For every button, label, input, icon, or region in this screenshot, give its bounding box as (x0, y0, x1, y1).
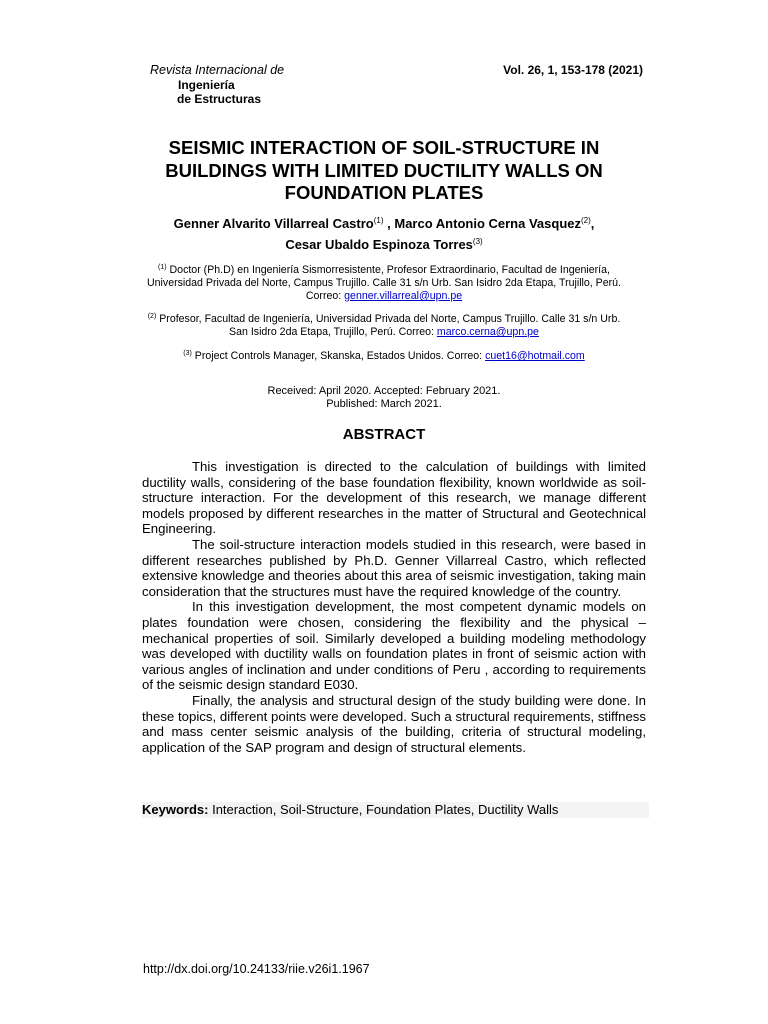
affiliation-text: Profesor, Facultad de Ingeniería, Universidad Privada del Norte, Campus Trujillo. Calle 31 s/n Urb. San Isidro 2da Etapa, Trujillo, Perú. Correo: (156, 313, 621, 338)
abstract-paragraph: This investigation is directed to the calculation of buildings with limited ductility walls, considering of the base foundation flexibility, known worldwide as soil- structure interaction. For the development of this research, we manage different models proposed by different researches in the matter of Structural and Geotechnical Engineering. (142, 459, 646, 537)
author-name: Marco Antonio Cerna Vasquez (394, 216, 581, 231)
journal-line-3: de Estructuras (177, 92, 262, 106)
dates-line-2: Published: March 2021. (326, 398, 442, 410)
abstract-paragraph: The soil-structure interaction models studied in this research, were based in different researches published by Ph.D. Genner Villarreal Castro, which reflected extensive knowledge and theories about this area of seismic investigation, taking main consideration that the structures must have the required knowledge of the country. (142, 536, 646, 599)
email-link[interactable]: marco.cerna@upn.pe (436, 326, 539, 338)
email-link[interactable]: cuet16@hotmail.com (485, 350, 585, 362)
affiliation-text: Doctor (Ph.D) en Ingeniería Sismorresistente, Profesor Extraordinario, Facultad de Ingeniería, Universidad Privada del Norte, Campus Trujillo. Calle 31 s/n Urb. San Isidro 2da Etapa, Trujillo, Perú. Correo: (147, 264, 621, 302)
keywords-label: Keywords: (142, 802, 209, 817)
abstract-paragraph: In this investigation development, the most competent dynamic models on plates foundation were chosen, considering the flexibility and the physical – mechanical properties of soil. Similarly developed a building modeling methodology was developed with ductility walls on foundation plates in front of seismic action with various angles of inclination and under conditions of Peru , according to requirements of the seismic design standard E030. (142, 599, 646, 693)
affiliation-2 (145, 310, 623, 339)
author-sup: (3) (472, 237, 483, 246)
journal-line-2: Ingeniería (178, 77, 235, 92)
authors: Genner Alvarito Villarreal Castro$^{(1)}$ , Marco Antonio Cerna Vasquez$^{(2)}$, Cesar Ubaldo Espinoza Torres$^{(3)}$ (173, 216, 595, 252)
keywords (142, 802, 649, 818)
journal-line-1: Revista Internacional de (150, 63, 285, 77)
abstract-body (142, 459, 646, 755)
dates-line-1: Received: April 2020. Accepted: February 2021. (267, 385, 501, 397)
publication-dates (120, 385, 648, 411)
affiliation-sup: (3) (183, 350, 192, 357)
journal-name (150, 63, 284, 107)
author-sup: (1) (373, 216, 384, 225)
abstract-heading: ABSTRACT (342, 426, 426, 443)
affiliation-3 (145, 347, 623, 363)
affiliation-sup: (1) (158, 264, 167, 271)
author-name: Cesar Ubaldo Espinoza Torres (285, 237, 473, 252)
abstract-paragraph: Finally, the analysis and structural design of the study building were done. In these topics, different points were developed. Such a structural requirements, stiffness and mass center seismic analysis of the building, criteria of structural modeling, application of the SAP program and design of structural elements. (142, 692, 646, 755)
author-sup: (2) (580, 216, 591, 225)
keywords-text: Interaction, Soil-Structure, Foundation Plates, Ductility Walls (208, 802, 559, 817)
affiliation-1 (145, 261, 623, 303)
paper-title: SEISMIC INTERACTION OF SOIL-STRUCTURE IN BUILDINGS WITH LIMITED DUCTILITY WALLS ON FOUNDATION PLATES (165, 137, 603, 203)
affiliation-sup: (2) (147, 313, 157, 320)
author-name: Genner Alvarito Villarreal Castro (173, 216, 374, 231)
volume-info: Vol. 26, 1, 153-178 (2021) (503, 63, 643, 77)
affiliation-text: Project Controls Manager, Skanska, Estados Unidos. Correo: (191, 350, 486, 362)
email-link[interactable]: genner.villarreal@upn.pe (344, 290, 463, 302)
doi-link[interactable]: http://dx.doi.org/10.24133/riie.v26i1.1967 (143, 962, 370, 976)
